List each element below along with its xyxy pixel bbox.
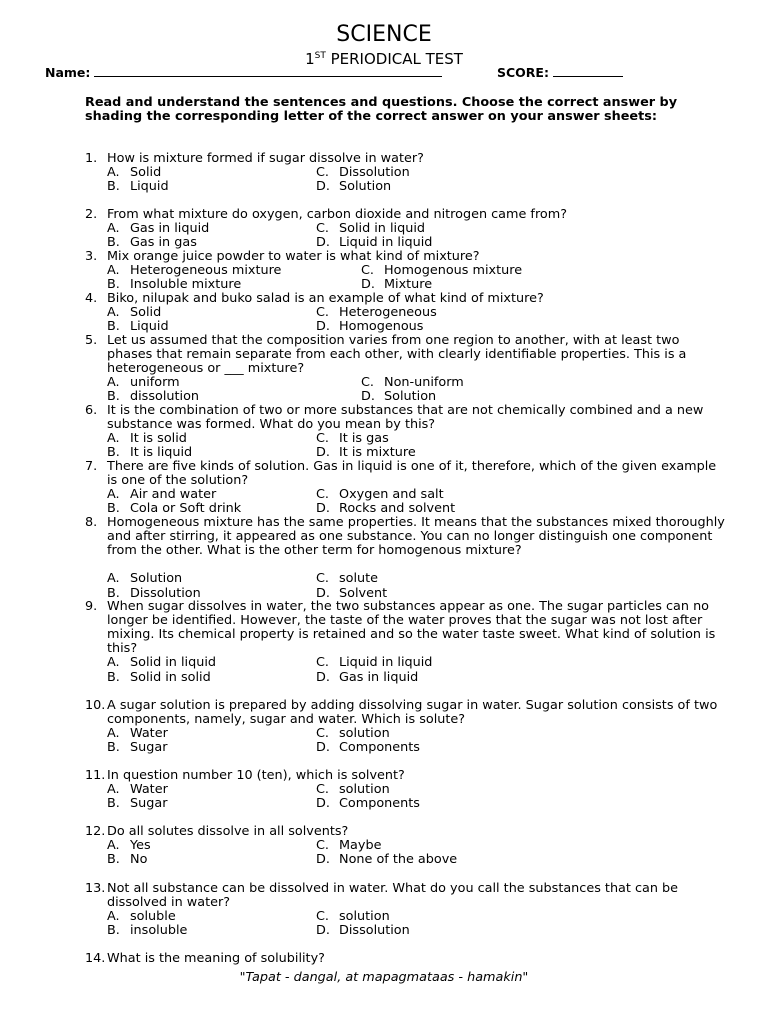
option-letter: D. [316, 923, 330, 939]
option-letter: B. [107, 669, 120, 685]
option-a [107, 727, 168, 741]
option-text: Non-uniform [384, 375, 464, 391]
option-letter: A. [107, 726, 120, 742]
option-letter: C. [316, 909, 330, 925]
question-number: 7. [85, 459, 98, 474]
option-c [316, 910, 390, 924]
option-text: It is mixture [339, 445, 416, 461]
question-text: In question number 10 (ten), which is solvent? [107, 768, 405, 783]
instructions: Read and understand the sentences and questions. Choose the correct answer by shading the corresponding letter of the correct answer on your answer sheets: [85, 95, 678, 124]
option-b [107, 797, 167, 811]
option-letter: B. [107, 585, 120, 601]
option-letter: A. [107, 375, 120, 391]
option-text: Solid in liquid [339, 221, 426, 237]
option-text: Solid [130, 305, 162, 321]
option-text: Liquid in liquid [339, 235, 433, 251]
option-d [316, 924, 410, 938]
question-text: It is the combination of two or more substances that are not chemically combined and a new substance was formed. What do you mean by this? [107, 403, 704, 433]
score-line [497, 65, 623, 80]
question-text: How is mixture formed if sugar dissolve in water? [107, 151, 424, 166]
option-letter: A. [107, 782, 120, 798]
option-text: Oxygen and salt [339, 487, 444, 503]
question-number: 9. [85, 599, 98, 614]
question-number: 10. [85, 698, 106, 713]
option-text: Components [339, 740, 420, 756]
option-text: solution [339, 782, 390, 798]
question-text: Not all substance can be dissolved in water. What do you call the substances that can be dissolved in water? [107, 881, 679, 911]
option-a [107, 656, 216, 670]
question-text: When sugar dissolves in water, the two substances appear as one. The sugar particles can no longer be identified. However, the taste of the water proves that the sugar was not lost after mixing. Its chemical property is retained and so the water taste sweet. What kind of solution is this? [107, 599, 716, 657]
option-letter: D. [316, 235, 330, 251]
option-letter: C. [316, 487, 330, 503]
option-letter: C. [316, 782, 330, 798]
option-letter: D. [316, 669, 330, 685]
option-letter: B. [107, 277, 120, 293]
question-text: A sugar solution is prepared by adding dissolving sugar in water. Sugar solution consists of two components, namely, sugar and water. Which is solute? [107, 698, 718, 728]
option-letter: B. [107, 796, 120, 812]
option-a [107, 264, 281, 278]
question-number: 14. [85, 951, 106, 966]
option-letter: A. [107, 655, 120, 671]
question-number: 11. [85, 768, 106, 783]
option-letter: B. [107, 740, 120, 756]
option-b [107, 853, 147, 867]
score-blank[interactable] [553, 65, 623, 77]
option-text: Dissolution [339, 923, 410, 939]
option-text: solution [339, 909, 390, 925]
option-letter: D. [316, 319, 330, 335]
option-text: Sugar [130, 740, 168, 756]
option-letter: A. [107, 909, 120, 925]
name-label: Name: [45, 65, 91, 80]
subtitle-text: PERIODICAL TEST [325, 50, 463, 68]
option-letter: B. [107, 501, 120, 517]
option-letter: B. [107, 389, 120, 405]
option-letter: B. [107, 319, 120, 335]
option-text: It is solid [130, 431, 187, 447]
option-text: Liquid [130, 319, 169, 335]
question-number: 1. [85, 151, 98, 166]
question-text: What is the meaning of solubility? [107, 951, 325, 966]
option-letter: B. [107, 445, 120, 461]
option-a [107, 572, 182, 586]
option-letter: D. [316, 179, 330, 195]
option-text: Solvent [339, 585, 388, 601]
option-letter: B. [107, 852, 120, 868]
option-letter: B. [107, 923, 120, 939]
option-letter: A. [107, 571, 120, 587]
page-title: SCIENCE [336, 22, 432, 47]
option-text: soluble [130, 909, 176, 925]
option-a [107, 306, 161, 320]
option-letter: B. [107, 179, 120, 195]
option-letter: B. [107, 235, 120, 251]
option-d [316, 853, 457, 867]
option-a [107, 783, 168, 797]
option-text: Sugar [130, 796, 168, 812]
option-letter: C. [316, 431, 330, 447]
option-c [316, 432, 389, 446]
question-text: There are five kinds of solution. Gas in liquid is one of it, therefore, which of the given example is one of the solution? [107, 459, 717, 489]
option-a [107, 488, 216, 502]
option-letter: D. [316, 852, 330, 868]
question-number: 4. [85, 291, 98, 306]
option-c [316, 572, 378, 586]
option-text: It is gas [339, 431, 389, 447]
option-text: Heterogeneous mixture [130, 263, 282, 279]
subtitle-number: 1 [305, 50, 315, 68]
option-letter: A. [107, 487, 120, 503]
option-letter: C. [316, 655, 330, 671]
option-letter: D. [316, 585, 330, 601]
option-c [316, 488, 444, 502]
option-c [361, 376, 464, 390]
option-text: dissolution [130, 389, 200, 405]
option-text: Air and water [130, 487, 217, 503]
option-text: Gas in liquid [339, 669, 419, 685]
option-a [107, 839, 151, 853]
question-text: Homogeneous mixture has the same properties. It means that the substances mixed thoroughly and after stirring, it appeared as one substance. You can no longer distinguish one component from the other. What is the other term for homogenous mixture? [107, 515, 725, 559]
option-text: Solution [384, 389, 437, 405]
question-number: 6. [85, 403, 98, 418]
option-text: Dissolution [339, 165, 410, 181]
option-c [316, 783, 390, 797]
option-text: Dissolution [130, 585, 201, 601]
option-c [316, 727, 390, 741]
option-text: Gas in gas [130, 235, 197, 251]
option-text: Water [130, 782, 168, 798]
option-d [316, 671, 418, 685]
option-d [316, 741, 420, 755]
option-text: Liquid [130, 179, 169, 195]
option-b [107, 741, 167, 755]
option-text: Liquid in liquid [339, 655, 433, 671]
option-b [107, 924, 187, 938]
option-text: Solution [130, 571, 183, 587]
option-letter: D. [361, 277, 375, 293]
question-text: Biko, nilupak and buko salad is an example of what kind of mixture? [107, 291, 544, 306]
option-a [107, 910, 176, 924]
option-text: Homogenous mixture [384, 263, 523, 279]
option-letter: C. [316, 726, 330, 742]
option-letter: A. [107, 263, 120, 279]
question-text: Mix orange juice powder to water is what kind of mixture? [107, 249, 480, 264]
option-letter: A. [107, 431, 120, 447]
option-letter: A. [107, 838, 120, 854]
option-a [107, 376, 180, 390]
option-text: Water [130, 726, 168, 742]
option-c [316, 222, 425, 236]
question-number: 12. [85, 824, 106, 839]
option-text: uniform [130, 375, 180, 391]
option-c [316, 656, 432, 670]
option-text: solute [339, 571, 379, 587]
option-a [107, 166, 161, 180]
option-text: Homogenous [339, 319, 424, 335]
question-number: 2. [85, 207, 98, 222]
option-text: Mixture [384, 277, 433, 293]
question-text: Do all solutes dissolve in all solvents? [107, 824, 349, 839]
question-number: 5. [85, 333, 98, 348]
option-letter: D. [316, 740, 330, 756]
option-text: Cola or Soft drink [130, 501, 242, 517]
option-letter: C. [316, 571, 330, 587]
option-text: insoluble [130, 923, 188, 939]
question-text: Let us assumed that the composition varies from one region to another, with at least two phases that remain separate from each other, with clearly identifiable properties. This is a heterogeneous or ___ mixture? [107, 333, 687, 377]
option-letter: A. [107, 305, 120, 321]
option-letter: D. [316, 445, 330, 461]
option-b [107, 180, 169, 194]
option-letter: D. [316, 796, 330, 812]
option-text: Solution [339, 179, 392, 195]
question-number: 13. [85, 881, 106, 896]
option-b [107, 671, 211, 685]
name-blank[interactable] [94, 65, 442, 77]
option-text: solution [339, 726, 390, 742]
option-text: Solid in liquid [130, 655, 217, 671]
option-d [316, 797, 420, 811]
option-letter: C. [361, 263, 375, 279]
question-number: 3. [85, 249, 98, 264]
option-letter: D. [316, 501, 330, 517]
score-label: SCORE: [497, 65, 549, 80]
option-letter: A. [107, 165, 120, 181]
option-text: No [130, 852, 148, 868]
option-d [316, 180, 391, 194]
option-a [107, 222, 209, 236]
option-text: It is liquid [130, 445, 193, 461]
option-text: Components [339, 796, 420, 812]
question-number: 8. [85, 515, 98, 530]
option-c [316, 166, 410, 180]
option-letter: C. [316, 221, 330, 237]
option-c [316, 839, 381, 853]
option-letter: A. [107, 221, 120, 237]
option-text: Solid [130, 165, 162, 181]
option-letter: C. [316, 305, 330, 321]
option-c [316, 306, 437, 320]
option-text: Maybe [339, 838, 382, 854]
option-text: Heterogeneous [339, 305, 437, 321]
option-letter: D. [361, 389, 375, 405]
option-c [361, 264, 522, 278]
question-text: From what mixture do oxygen, carbon dioxide and nitrogen came from? [107, 207, 568, 222]
option-text: Rocks and solvent [339, 501, 456, 517]
subtitle-superscript: ST [314, 51, 326, 61]
option-text: Gas in liquid [130, 221, 210, 237]
name-line [45, 65, 442, 80]
option-letter: C. [316, 165, 330, 181]
footer-motto: "Tapat - dangal, at mapagmataas - hamakin" [239, 970, 529, 985]
option-text: Solid in solid [130, 669, 211, 685]
option-text: Insoluble mixture [130, 277, 242, 293]
option-letter: C. [361, 375, 375, 391]
option-a [107, 432, 187, 446]
option-text: Yes [130, 838, 151, 854]
option-text: None of the above [339, 852, 458, 868]
option-letter: C. [316, 838, 330, 854]
